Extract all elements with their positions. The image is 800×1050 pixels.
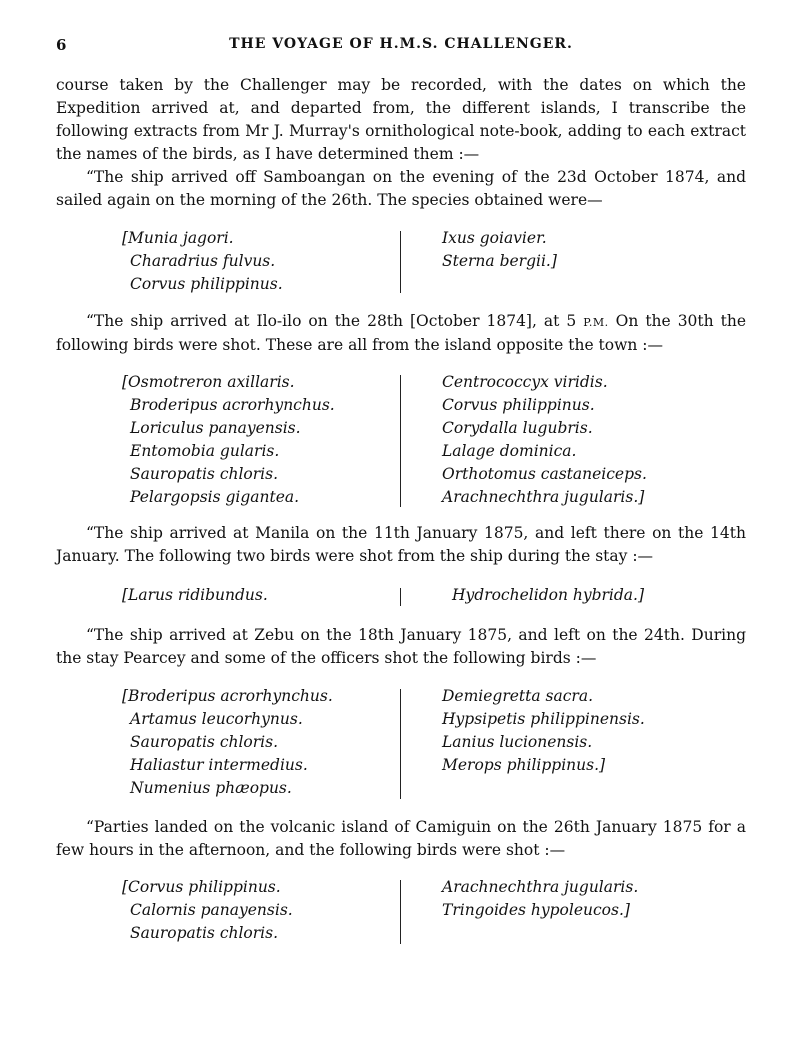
bird-name: Ixus goiavier. [442,229,547,247]
bird-name: Lalage dominica. [442,442,577,460]
bird-list-right-column [442,371,647,509]
column-divider [400,588,401,606]
page-number: 6 [56,36,67,54]
bird-name: Numenius phæopus. [130,779,292,797]
bird-name: Entomobia gularis. [130,442,280,460]
bird-name: Corvus philippinus. [442,396,595,414]
section-paragraph-manila: “The ship arrived at Manila on the 11th January 1875, and left there on the 14th January. The following two birds were shot from the ship during the stay :— [56,524,746,565]
paragraph-text: “The ship arrived at Ilo-ilo on the 28th [October 1874], at 5 [86,312,584,330]
bird-name: Corvus philippinus. [130,275,283,293]
column-divider [400,231,401,293]
bird-name: Merops philippinus.] [442,756,606,774]
intro-paragraph: course taken by the Challenger may be recorded, with the dates on which the Expedition arrived at, and departed from, the different islands, I transcribe the following extracts from Mr J. Murray's ornithological note-book, adding to each extract the names of the birds, as I have determined them :— [56,76,746,163]
bird-name: Arachnechthra jugularis.] [442,488,645,506]
bird-list-right-column [442,685,645,777]
bird-list-iloilo [122,371,682,509]
bird-list-left-column [122,584,268,607]
column-divider [400,880,401,944]
section-paragraph-camiguin: “Parties landed on the volcanic island of Camiguin on the 26th January 1875 for a few hours in the afternoon, and the following birds were shot :— [56,818,746,859]
bird-name: Demiegretta sacra. [442,687,594,705]
column-divider [400,375,401,507]
bird-list-right-column [442,584,644,607]
bird-name: Artamus leucorhynus. [130,710,303,728]
bird-name: [Osmotreron axillaris. [122,373,295,391]
bird-list-right-column [442,876,638,922]
bird-name: Hydrochelidon hybrida.] [452,586,645,604]
bird-name: Broderipus acrorhynchus. [130,396,335,414]
bird-name: Sauropatis chloris. [130,733,279,751]
bird-name: Haliastur intermedius. [130,756,308,774]
bird-name: Sterna bergii.] [442,252,557,270]
bird-name: Pelargopsis gigantea. [130,488,300,506]
section-paragraph-iloilo [56,310,746,357]
bird-list-right-column [442,227,557,273]
bird-list-camiguin [122,876,682,945]
bird-list-left-column [122,685,333,800]
bird-name: Centrococcyx viridis. [442,373,608,391]
bird-list-samboangan [122,227,682,296]
bird-name: Calornis panayensis. [130,901,293,919]
bird-name: Corydalla lugubris. [442,419,593,437]
section-paragraph-zebu: “The ship arrived at Zebu on the 18th January 1875, and left on the 24th. During the stay Pearcey and some of the officers shot the following birds :— [56,626,746,667]
time-abbreviation: P.M. [583,316,609,329]
bird-name: Sauropatis chloris. [130,465,279,483]
page-header [56,36,746,58]
bird-name: [Munia jagori. [122,229,234,247]
column-divider [400,689,401,799]
bird-name: [Corvus philippinus. [122,878,281,896]
bird-name: Loriculus panayensis. [130,419,301,437]
bird-name: Hypsipetis philippinensis. [442,710,645,728]
bird-list-zebu [122,685,682,800]
bird-name: Lanius lucionensis. [442,733,593,751]
bird-list-left-column [122,876,293,945]
bird-name: [Broderipus acrorhynchus. [122,687,333,705]
bird-list-manila [122,584,682,607]
bird-name: Charadrius fulvus. [130,252,276,270]
bird-name: [Larus ridibundus. [122,586,268,604]
bird-name: Arachnechthra jugularis. [442,878,639,896]
paragraph-text: On the 30th the following birds were shot. These are all from the island opposite the town :— [56,312,746,354]
section-paragraph-samboangan: “The ship arrived off Samboangan on the evening of the 23d October 1874, and sailed again on the morning of the 26th. The species obtained were— [56,168,746,209]
bird-name: Sauropatis chloris. [130,924,279,942]
bird-list-left-column [122,227,283,296]
bird-list-left-column [122,371,335,509]
bird-name: Orthotomus castaneiceps. [442,465,647,483]
bird-name: Tringoides hypoleucos.] [442,901,630,919]
running-title: THE VOYAGE OF H.M.S. CHALLENGER. [229,36,573,52]
